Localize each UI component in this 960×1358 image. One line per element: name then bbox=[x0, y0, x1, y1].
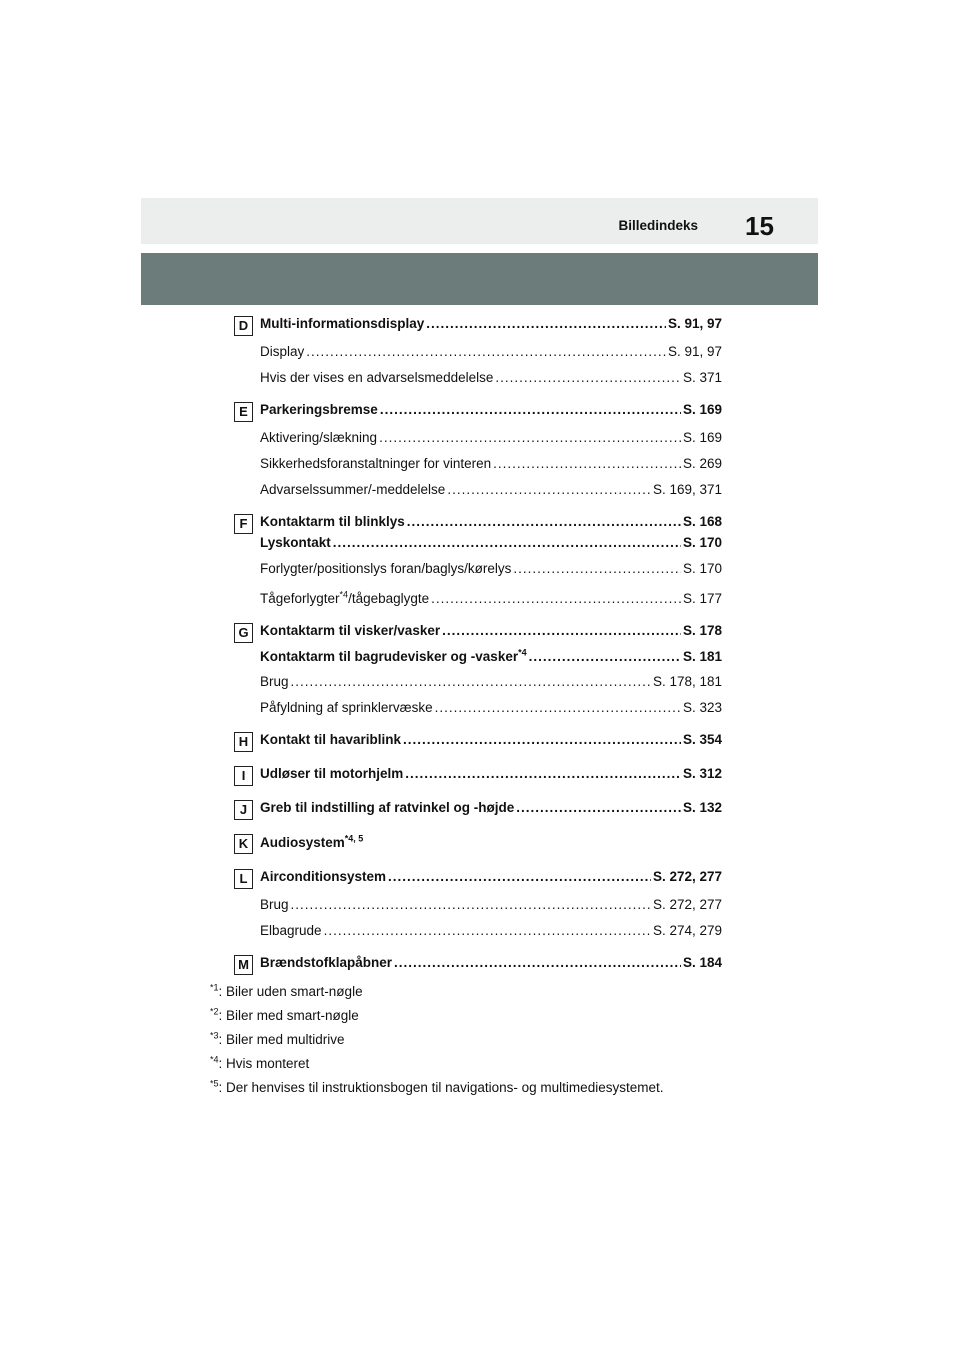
footnote bbox=[210, 1076, 663, 1100]
footnote-ref: *4 bbox=[518, 647, 527, 658]
entry-page-ref: S. 178 bbox=[682, 623, 722, 638]
letter-marker-h: H bbox=[234, 732, 253, 752]
entry-page-ref: S. 274, 279 bbox=[652, 923, 722, 938]
entry-label bbox=[260, 835, 363, 850]
index-entry[interactable] bbox=[260, 514, 722, 534]
entry-label: Brændstofklapåbner bbox=[260, 955, 393, 970]
entry-label bbox=[260, 649, 527, 664]
letter-marker-e: E bbox=[234, 402, 253, 422]
leader-dots bbox=[388, 869, 651, 884]
entry-page-ref: S. 371 bbox=[682, 370, 722, 385]
leader-dots bbox=[493, 456, 681, 471]
leader-dots bbox=[516, 800, 681, 815]
index-subentry[interactable] bbox=[260, 897, 722, 917]
leader-dots bbox=[431, 591, 681, 606]
index-subentry[interactable] bbox=[260, 482, 722, 502]
leader-dots bbox=[324, 923, 651, 938]
entry-label: Brug bbox=[260, 897, 289, 912]
entry-page-ref: S. 184 bbox=[682, 955, 722, 970]
leader-dots bbox=[405, 766, 681, 781]
leader-dots bbox=[513, 561, 681, 576]
page-number: 15 bbox=[745, 211, 774, 241]
leader-dots bbox=[380, 402, 681, 417]
footnote-ref: *4 bbox=[339, 589, 349, 600]
index-entry[interactable] bbox=[260, 835, 722, 855]
letter-marker-m: M bbox=[234, 955, 253, 975]
letter-marker-k: K bbox=[234, 834, 253, 854]
entry-page-ref: S. 178, 181 bbox=[652, 674, 722, 689]
entry-page-ref: S. 323 bbox=[682, 700, 722, 715]
leader-dots bbox=[495, 370, 681, 385]
footnote-text: : Hvis monteret bbox=[218, 1056, 310, 1071]
entry-page-ref: S. 272, 277 bbox=[652, 897, 722, 912]
letter-marker-g: G bbox=[234, 623, 253, 643]
letter-marker-l: L bbox=[234, 869, 253, 889]
entry-label-part: /tågebaglygte bbox=[348, 591, 430, 606]
entry-label: Kontaktarm til blinklys bbox=[260, 514, 405, 529]
footnote-mark: *5 bbox=[210, 1078, 219, 1089]
leader-dots bbox=[394, 955, 681, 970]
entry-label: Airconditionsystem bbox=[260, 869, 387, 884]
entry-label: Advarselssummer/-meddelelse bbox=[260, 482, 446, 497]
leader-dots bbox=[403, 732, 681, 747]
entry-page-ref: S. 272, 277 bbox=[652, 869, 722, 884]
index-subentry[interactable] bbox=[260, 344, 722, 364]
index-subentry[interactable] bbox=[260, 591, 722, 611]
footnote-text: : Biler med multidrive bbox=[218, 1032, 345, 1047]
entry-page-ref: S. 169 bbox=[682, 430, 722, 445]
entry-page-ref: S. 169 bbox=[682, 402, 722, 417]
entry-page-ref: S. 91, 97 bbox=[667, 344, 722, 359]
index-entry[interactable] bbox=[260, 800, 722, 820]
leader-dots bbox=[379, 430, 681, 445]
footnote-ref: *4, 5 bbox=[344, 833, 364, 844]
index-entry[interactable] bbox=[260, 623, 722, 643]
entry-label: Påfyldning af sprinklervæske bbox=[260, 700, 433, 715]
entry-label: Parkeringsbremse bbox=[260, 402, 378, 417]
entry-label: Udløser til motorhjelm bbox=[260, 766, 404, 781]
entry-page-ref: S. 168 bbox=[682, 514, 722, 529]
entry-label: Display bbox=[260, 344, 305, 359]
letter-marker-i: I bbox=[234, 766, 253, 786]
leader-dots bbox=[435, 700, 681, 715]
footnote-mark: *3 bbox=[210, 1030, 219, 1041]
index-entry[interactable] bbox=[260, 732, 722, 752]
index-entry[interactable] bbox=[260, 869, 722, 889]
footnote-text: : Biler uden smart-nøgle bbox=[218, 984, 363, 999]
entry-label-part: Tågeforlygter bbox=[260, 591, 340, 606]
leader-dots bbox=[291, 674, 651, 689]
index-entry[interactable] bbox=[260, 402, 722, 422]
entry-label: Elbagrude bbox=[260, 923, 322, 938]
entry-page-ref: S. 170 bbox=[682, 561, 722, 576]
index-entry[interactable] bbox=[260, 535, 722, 555]
entry-page-ref: S. 354 bbox=[682, 732, 722, 747]
footnote bbox=[210, 1052, 663, 1076]
entry-label: Lyskontakt bbox=[260, 535, 331, 550]
index-subentry[interactable] bbox=[260, 370, 722, 390]
leader-dots bbox=[447, 482, 651, 497]
entry-page-ref: S. 177 bbox=[682, 591, 722, 606]
header-bar bbox=[141, 253, 818, 305]
index-entry[interactable] bbox=[260, 955, 722, 975]
index-subentry[interactable] bbox=[260, 561, 722, 581]
entry-label: Kontakt til havariblink bbox=[260, 732, 402, 747]
leader-dots bbox=[407, 514, 681, 529]
footnote-mark: *4 bbox=[210, 1054, 219, 1065]
leader-dots bbox=[306, 344, 666, 359]
entry-page-ref: S. 169, 371 bbox=[652, 482, 722, 497]
entry-label: Sikkerhedsforanstaltninger for vinteren bbox=[260, 456, 492, 471]
footnote bbox=[210, 1004, 663, 1028]
entry-label: Forlygter/positionslys foran/baglys/kørelys bbox=[260, 561, 512, 576]
entry-label: Multi-informationsdisplay bbox=[260, 316, 425, 331]
entry-page-ref: S. 132 bbox=[682, 800, 722, 815]
entry-label bbox=[260, 591, 429, 606]
entry-label: Brug bbox=[260, 674, 289, 689]
footnote-text: : Biler med smart-nøgle bbox=[218, 1008, 359, 1023]
letter-marker-f: F bbox=[234, 514, 253, 534]
index-entry[interactable] bbox=[260, 649, 722, 669]
footnote-mark: *1 bbox=[210, 982, 219, 993]
header-band bbox=[141, 198, 818, 244]
entry-page-ref: S. 170 bbox=[682, 535, 722, 550]
index-subentry[interactable] bbox=[260, 700, 722, 720]
entry-page-ref: S. 181 bbox=[682, 649, 722, 664]
entry-page-ref: S. 312 bbox=[682, 766, 722, 781]
index-subentry[interactable] bbox=[260, 674, 722, 694]
footnote bbox=[210, 1028, 663, 1052]
index-subentry[interactable] bbox=[260, 456, 722, 476]
footnote bbox=[210, 980, 663, 1004]
leader-dots bbox=[442, 623, 681, 638]
leader-dots bbox=[426, 316, 666, 331]
footnotes bbox=[210, 980, 663, 1100]
entry-label: Greb til indstilling af ratvinkel og -højde bbox=[260, 800, 515, 815]
index-subentry[interactable] bbox=[260, 923, 722, 943]
index-subentry[interactable] bbox=[260, 430, 722, 450]
leader-dots bbox=[333, 535, 681, 550]
entry-label: Hvis der vises en advarselsmeddelelse bbox=[260, 370, 494, 385]
section-title: Billedindeks bbox=[618, 218, 698, 233]
index-entry[interactable] bbox=[260, 766, 722, 786]
entry-label-part: Audiosystem bbox=[260, 835, 345, 850]
letter-marker-j: J bbox=[234, 800, 253, 820]
leader-dots bbox=[529, 649, 681, 664]
entry-page-ref: S. 91, 97 bbox=[667, 316, 722, 331]
footnote-mark: *2 bbox=[210, 1006, 219, 1017]
entry-label: Kontaktarm til visker/vasker bbox=[260, 623, 441, 638]
entry-label: Aktivering/slækning bbox=[260, 430, 378, 445]
letter-marker-d: D bbox=[234, 316, 253, 336]
footnote-text: : Der henvises til instruktionsbogen til navigations- og multimediesystemet. bbox=[218, 1080, 664, 1095]
entry-label-part: Kontaktarm til bagrudevisker og -vasker bbox=[260, 649, 519, 664]
entry-page-ref: S. 269 bbox=[682, 456, 722, 471]
index-entry[interactable] bbox=[260, 316, 722, 336]
leader-dots bbox=[291, 897, 651, 912]
